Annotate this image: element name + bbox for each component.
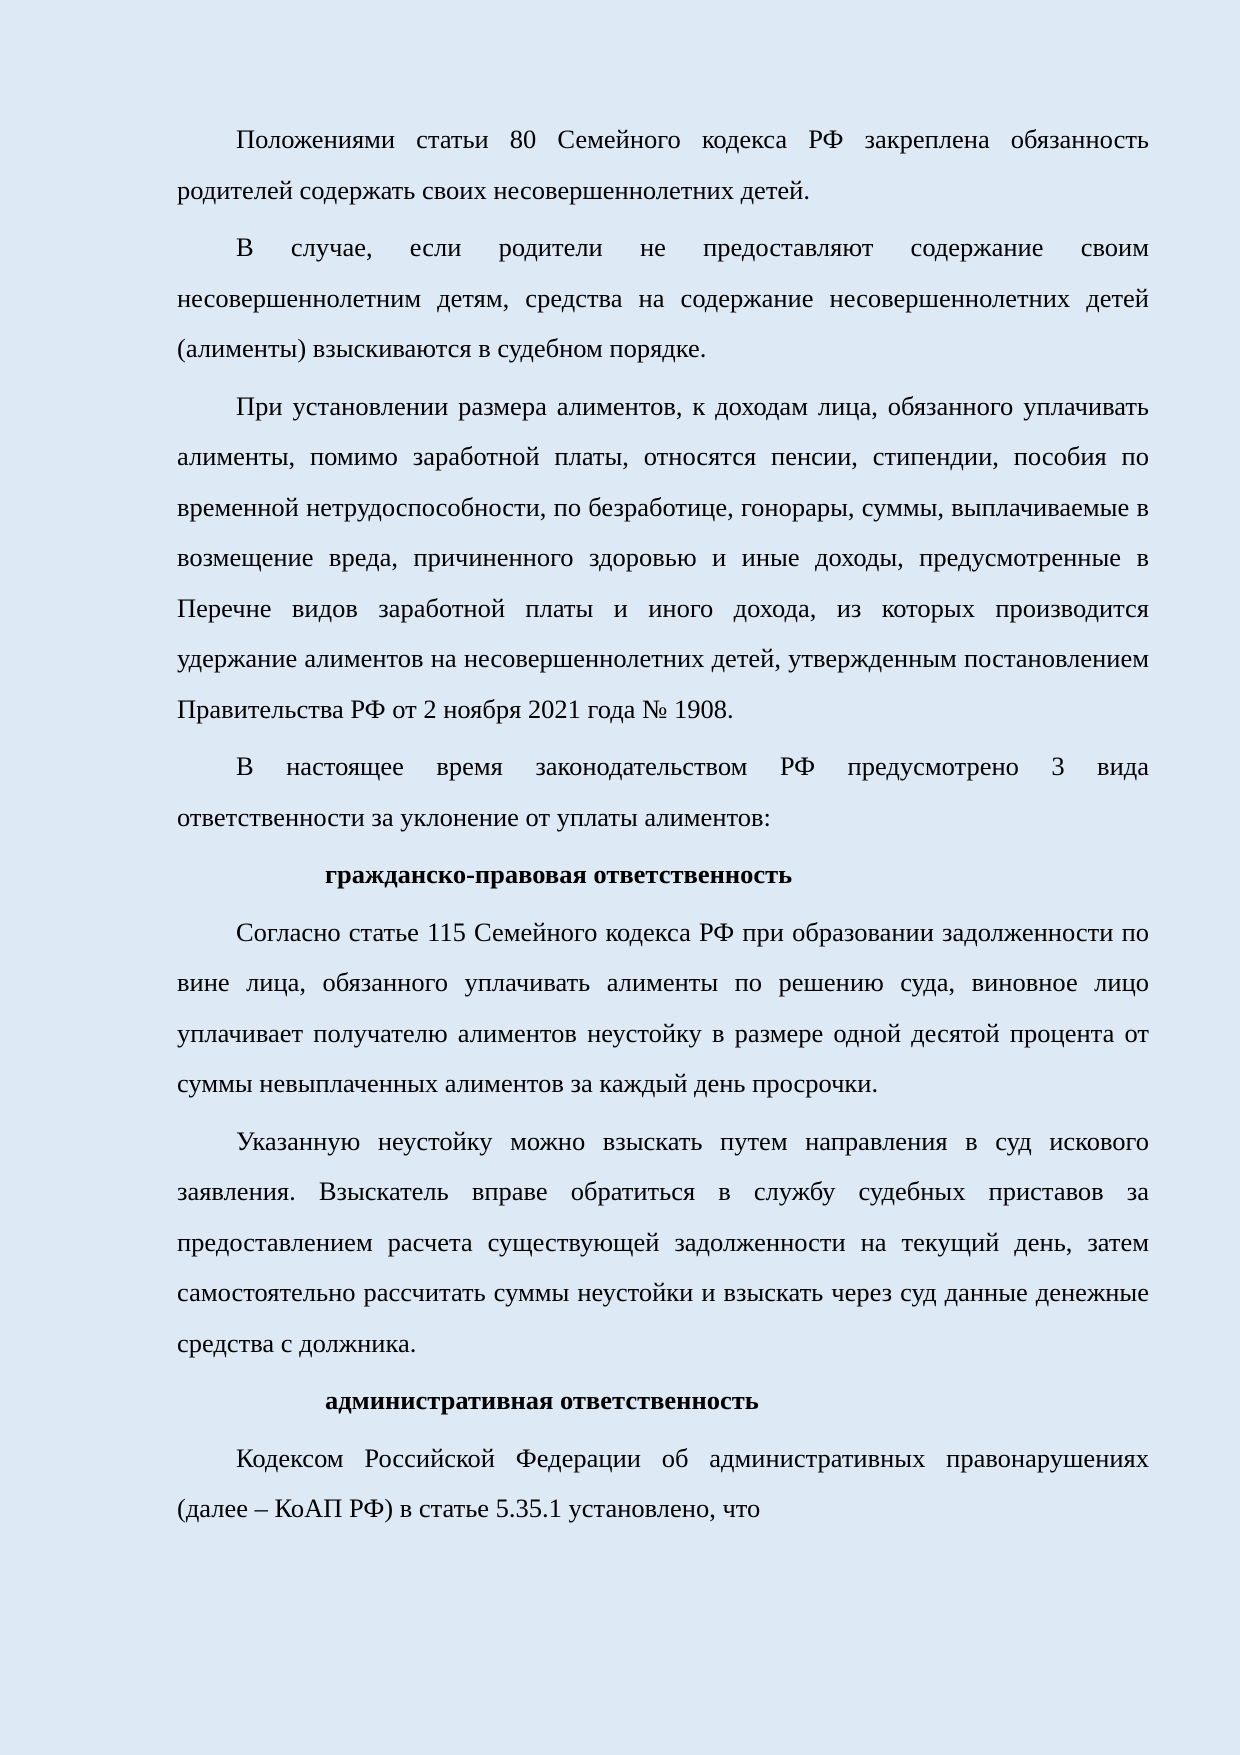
paragraph-court-recovery: В случае, если родители не предоставляют содержание своим несовершеннолетним детям, средства на содержание несовершеннолетних детей (алименты) взыскиваются в судебном порядке. [177,232,1149,363]
paragraph-family-code-article-80: Положениями статьи 80 Семейного кодекса РФ закреплена обязанность родителей содержать своих несовершеннолетних детей. [177,124,1149,205]
paragraph-koap-article: Кодексом Российской Федерации об административных правонарушениях (далее – КоАП РФ) в статье 5.35.1 установлено, что [177,1442,1149,1523]
paragraph-penalty-recovery: Указанную неустойку можно взыскать путем направления в суд искового заявления. Взыскатель вправе обратиться в службу судебных приставов за предоставлением расчета существующей задолженности на текущий день, затем самостоятельно рассчитать суммы неустойки и взыскать через суд данные денежные средства с должника. [177,1125,1149,1358]
paragraph-liability-types: В настоящее время законодательством РФ предусмотрено 3 вида ответственности за уклонение от уплаты алиментов: [177,751,1149,832]
heading-administrative-liability: административная ответственность [325,1385,759,1415]
paragraph-article-115: Согласно статье 115 Семейного кодекса РФ при образовании задолженности по вине лица, обязанного уплачивать алименты по решению суда, виновное лицо уплачивает получателю алиментов неустойку в размере одной десятой процента от суммы невыплаченных алиментов за каждый день просрочки. [177,916,1149,1098]
paragraph-income-types: При установлении размера алиментов, к доходам лица, обязанного уплачивать алименты, помимо заработной платы, относятся пенсии, стипендии, пособия по временной нетрудоспособности, по безработице, гонорары, суммы, выплачиваемые в возмещение вреда, причиненного здоровью и иные доходы, предусмотренные в Перечне видов заработной платы и иного дохода, из которых производится удержание алиментов на несовершеннолетних детей, утвержденным постановлением Правительства РФ от 2 ноября 2021 года № 1908. [177,390,1149,724]
heading-civil-liability: гражданско-правовая ответственность [325,859,793,889]
